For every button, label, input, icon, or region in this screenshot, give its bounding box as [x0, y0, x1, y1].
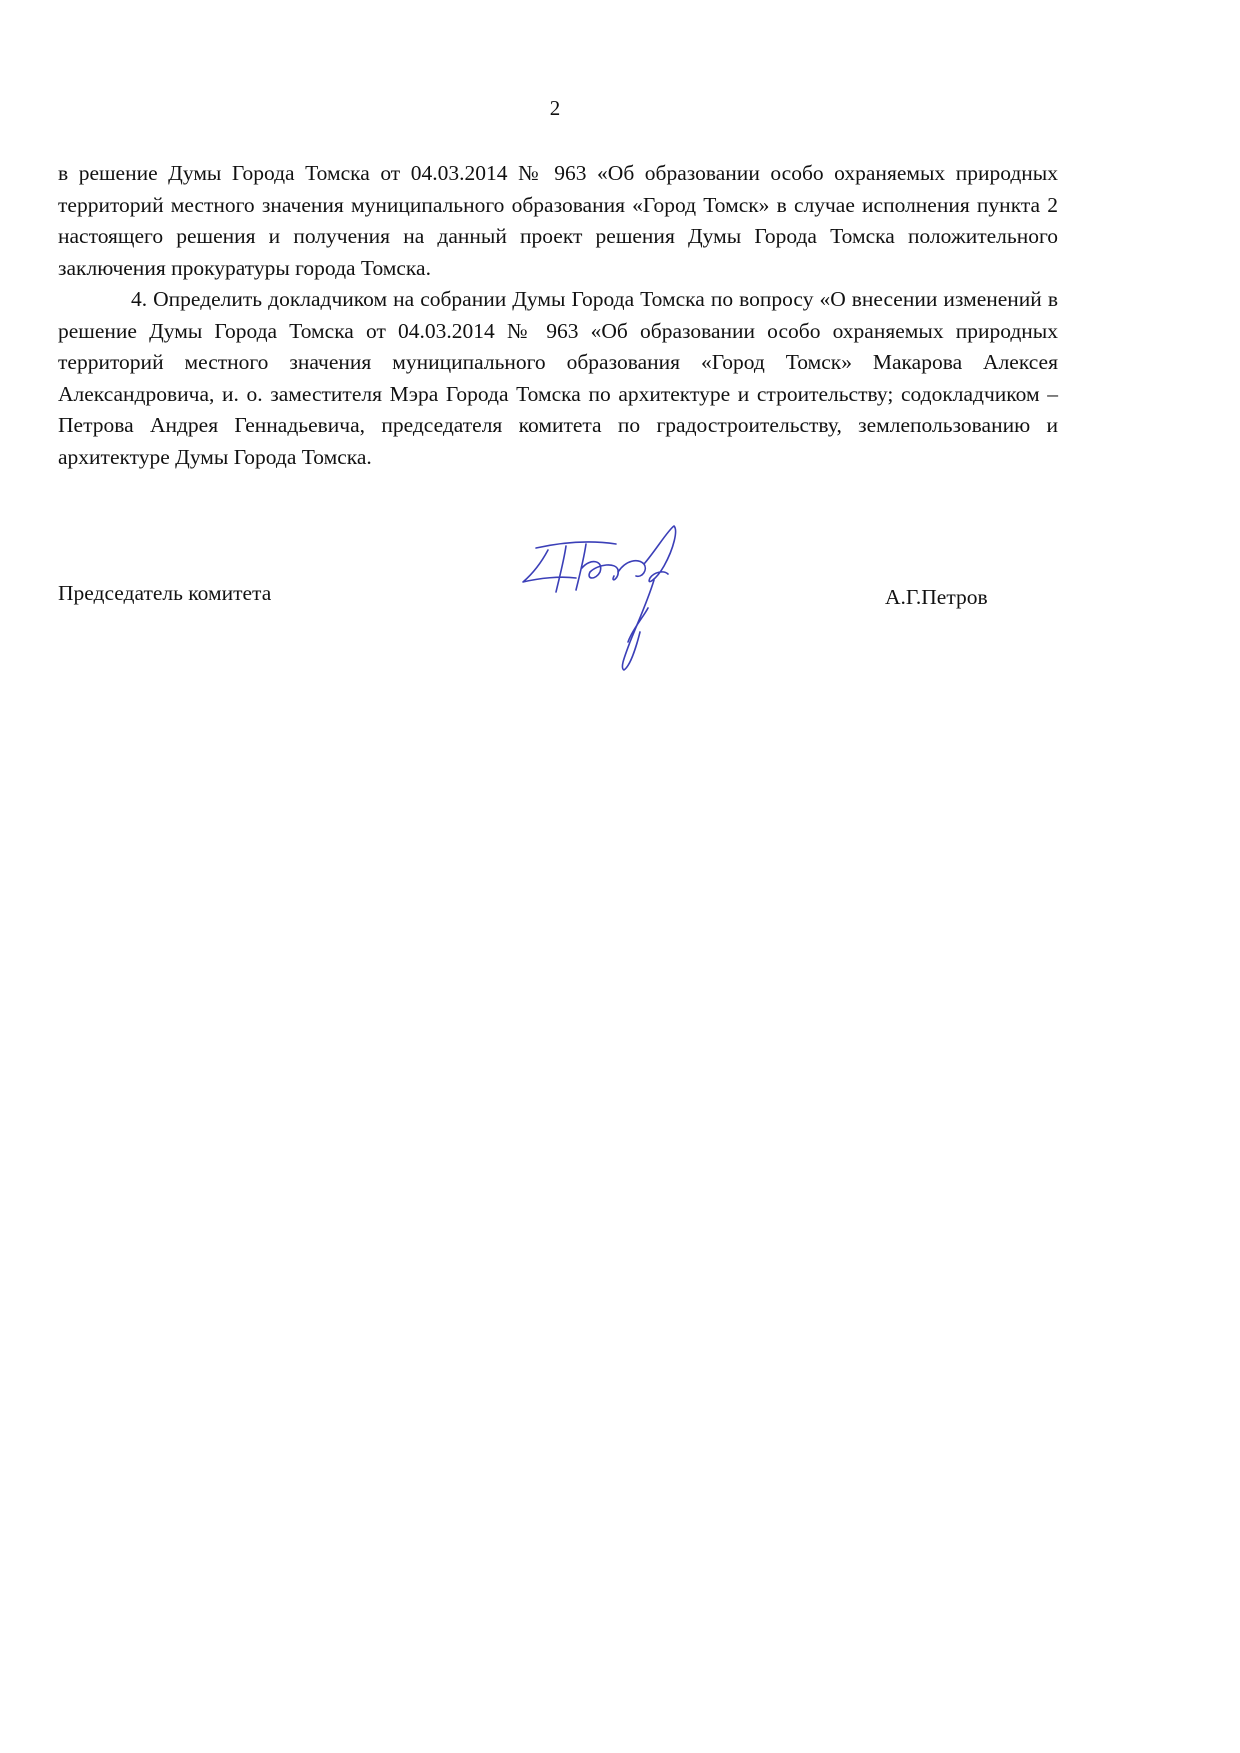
- handwritten-signature: [478, 520, 758, 700]
- document-body: [58, 158, 1058, 473]
- page-number: 2: [549, 96, 561, 120]
- signature-block: [58, 520, 1058, 700]
- paragraph-continuation: в решение Думы Города Томска от 04.03.2014 № 963 «Об образовании особо охраняемых природных территорий местного значения муниципального образования «Город Томск» в случае исполнения пункта 2 настоящего решения и получения на данный проект решения Думы Города Томска положительного заключения прокуратуры города Томска.: [58, 161, 1058, 280]
- signatory-name: А.Г.Петров: [885, 585, 988, 609]
- paragraph-item-4: 4. Определить докладчиком на собрании Думы Города Томска по вопросу «О внесении изменений в решение Думы Города Томска от 04.03.2014 № 963 «Об образовании особо охраняемых природных территорий местного значения муниципального образования «Город Томск» Макарова Алексея Александровича, и. о. заместителя Мэра Города Томска по архитектуре и строительству; содокладчиком – Петрова Андрея Геннадьевича, председателя комитета по градостроительству, землепользованию и архитектуре Думы Города Томска.: [58, 287, 1058, 469]
- signatory-title: Председатель комитета: [58, 581, 272, 605]
